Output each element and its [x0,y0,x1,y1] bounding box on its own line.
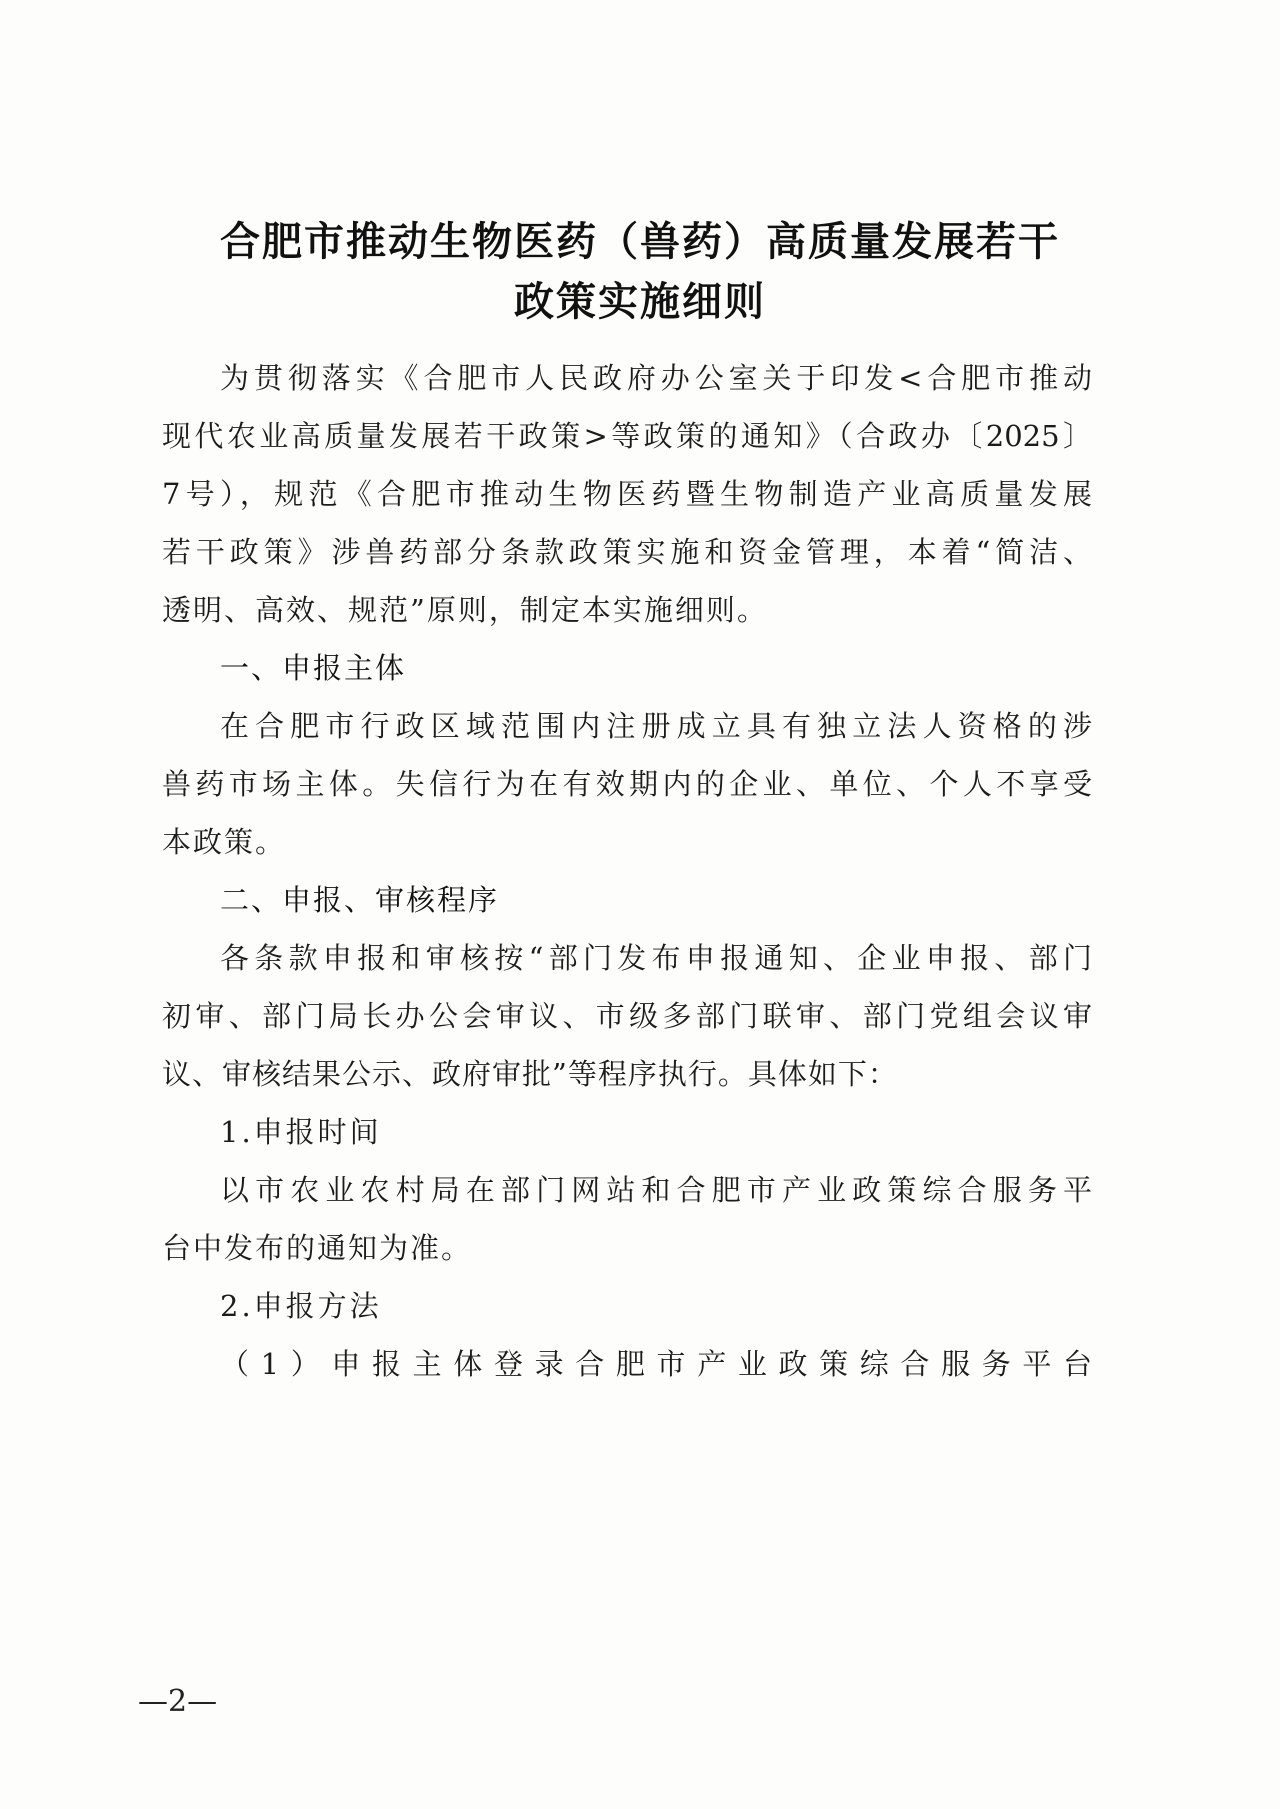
section2-line: 议、审核结果公示、政府审批”等程序执行。具体如下： [162,1057,898,1091]
section1-line: 兽药市场主体。失信行为在有效期内的企业、单位、个人不享受 [162,767,1092,801]
section-heading-procedure: 二、申报、审核程序 [220,883,500,917]
subsection-heading-method: 2.申报方法 [220,1289,382,1323]
sub1-line: 以市农业农村局在部门网站和合肥市产业政策综合服务平 [220,1173,1092,1207]
section-heading-applicant: 一、申报主体 [220,651,407,685]
subsection-heading-time: 1.申报时间 [220,1115,382,1149]
intro-line: 7号），规范《合肥市推动生物医药暨生物制造产业高质量发展 [162,477,1092,511]
intro-line: 为贯彻落实《合肥市人民政府办公室关于印发<合肥市推动 [220,361,1092,395]
section1-line: 在合肥市行政区域范围内注册成立具有独立法人资格的涉 [220,709,1092,743]
intro-line: 若干政策》涉兽药部分条款政策实施和资金管理，本着“简洁、 [162,535,1092,569]
section2-line: 各条款申报和审核按“部门发布申报通知、企业申报、部门 [220,941,1092,975]
document-title-line-2: 政策实施细则 [514,279,766,325]
sub2-line: （1）申报主体登录合肥市产业政策综合服务平台 [220,1347,1092,1381]
page-number: —2— [138,1684,218,1719]
section2-line: 初审、部门局长办公会审议、市级多部门联审、部门党组会议审 [162,999,1092,1033]
sub1-line: 台中发布的通知为准。 [162,1231,473,1265]
intro-line: 透明、高效、规范”原则，制定本实施细则。 [162,593,768,627]
intro-line: 现代农业高质量发展若干政策>等政策的通知》（合政办〔2025〕 [162,419,1092,453]
section1-line: 本政策。 [162,825,287,859]
document-title-line-1: 合肥市推动生物医药（兽药）高质量发展若干 [220,219,1060,265]
